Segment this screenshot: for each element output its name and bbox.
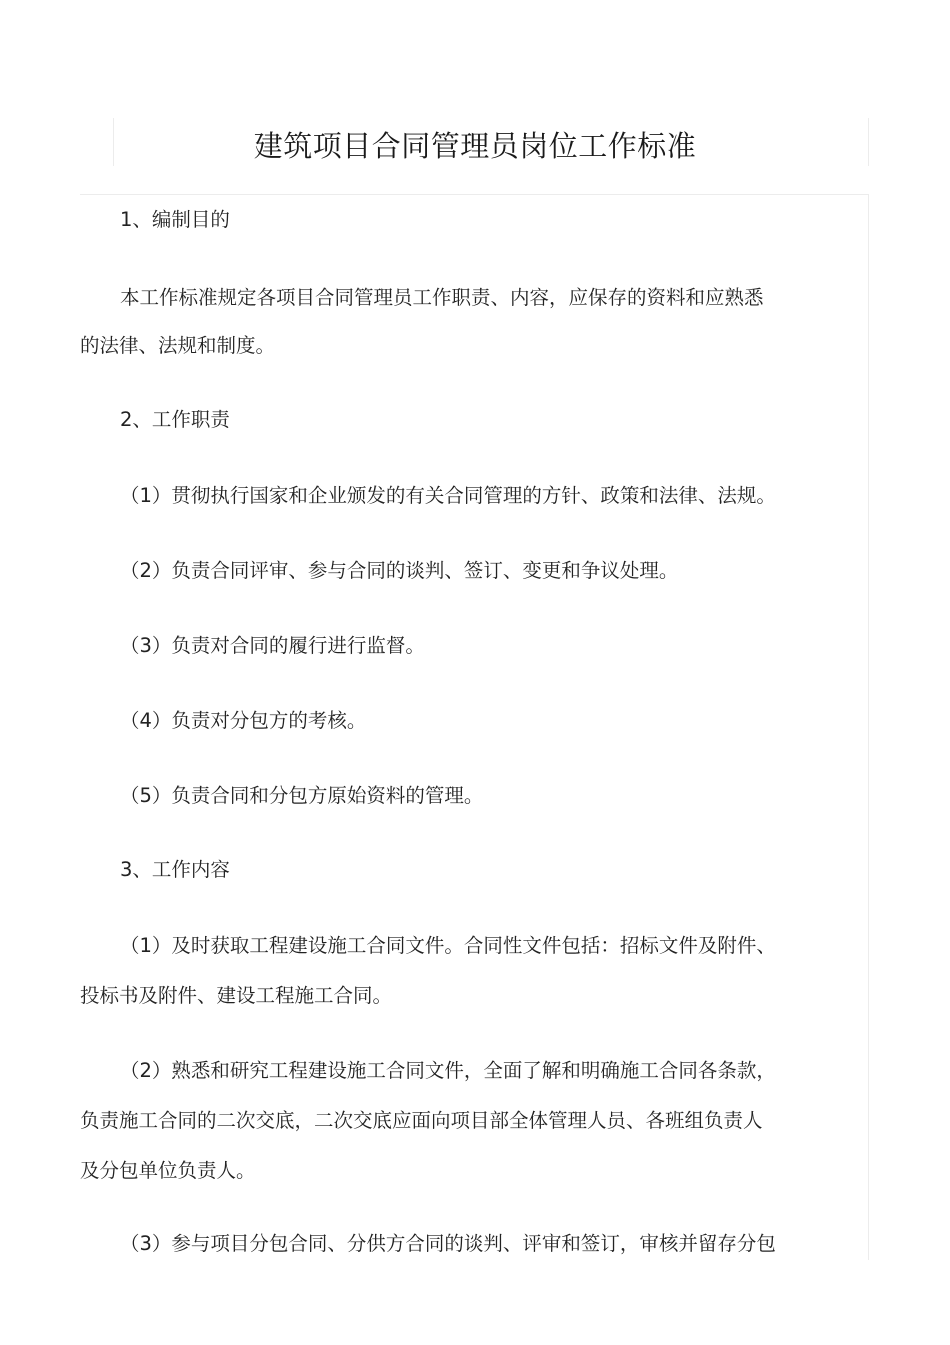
list-item: （2）负责合同评审、参与合同的谈判、签订、变更和争议处理。 xyxy=(120,559,679,582)
section-heading-purpose: 1、编制目的 xyxy=(120,208,230,231)
list-item: （4）负责对分包方的考核。 xyxy=(120,709,367,732)
list-item: （3）负责对合同的履行进行监督。 xyxy=(120,634,425,657)
list-item: （3）参与项目分包合同、分供方合同的谈判、评审和签订，审核并留存分包 xyxy=(120,1232,776,1255)
list-item: （1）贯彻执行国家和企业颁发的有关合同管理的方针、政策和法律、法规。 xyxy=(120,484,776,507)
paragraph-line: 投标书及附件、建设工程施工合同。 xyxy=(80,984,393,1007)
list-item: （1）及时获取工程建设施工合同文件。合同性文件包括：招标文件及附件、 xyxy=(120,934,776,957)
section-heading-duties: 2、工作职责 xyxy=(120,408,230,431)
paragraph-line: 本工作标准规定各项目合同管理员工作职责、内容，应保存的资料和应熟悉 xyxy=(120,286,764,309)
body-frame-right-line xyxy=(868,195,869,1260)
list-item: （2）熟悉和研究工程建设施工合同文件，全面了解和明确施工合同各条款， xyxy=(120,1059,776,1082)
document-title: 建筑项目合同管理员岗位工作标准 xyxy=(253,129,697,163)
paragraph-line: 及分包单位负责人。 xyxy=(80,1159,256,1182)
list-item: （5）负责合同和分包方原始资料的管理。 xyxy=(120,784,484,807)
paragraph-line: 负责施工合同的二次交底，二次交底应面向项目部全体管理人员、各班组负责人 xyxy=(80,1109,763,1132)
section-heading-content: 3、工作内容 xyxy=(120,858,230,881)
title-divider-line xyxy=(80,194,869,195)
paragraph-line: 的法律、法规和制度。 xyxy=(80,334,276,357)
